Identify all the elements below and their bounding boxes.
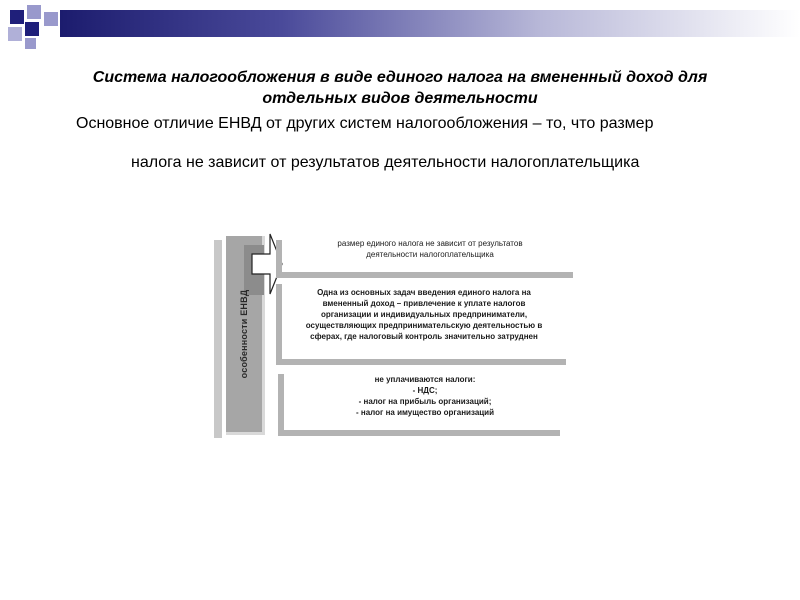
feature-block-2-line: вмененный доход – привлечение к уплате налогов — [322, 299, 526, 308]
feature-block-3-text — [290, 374, 560, 418]
feature-block-3-line: не уплачиваются налоги: — [374, 375, 476, 384]
feature-block-1-line: размер единого налога не зависит от результатов — [337, 239, 523, 248]
slide-subtitle-line-2: налога не зависит от результатов деятельности налогоплательщика — [131, 154, 640, 171]
feature-block-2-line: сферах, где налоговый контроль значительно затруднен — [310, 332, 538, 341]
feature-block-2-text — [286, 287, 562, 342]
column-shadow — [214, 240, 222, 438]
features-column-label: особенности ЕНВД — [239, 289, 249, 379]
feature-block-2-line: осуществляющих предпринимательскую деятельностью в — [305, 321, 543, 330]
feature-block-1-text — [290, 238, 570, 260]
feature-block-2-line: организации и индивидуальных предприниматели, — [320, 310, 528, 319]
slide-title-line-2: отдельных видов деятельности — [262, 90, 538, 107]
slide-subtitle-line-1: Основное отличие ЕНВД от других систем налогообложения – то, что размер — [76, 115, 654, 132]
feature-block-3-line: - налог на имущество организаций — [355, 408, 495, 417]
feature-block-3-line: - налог на прибыль организаций; — [358, 397, 492, 406]
feature-block-1-line: деятельности налогоплательщика — [366, 250, 494, 259]
feature-block-3-line: - НДС; — [412, 386, 438, 395]
slide-title-line-1: Система налогообложения в виде единого налога на вмененный доход для — [92, 69, 708, 86]
feature-block-2-line: Одна из основных задач введения единого налога на — [317, 288, 531, 297]
